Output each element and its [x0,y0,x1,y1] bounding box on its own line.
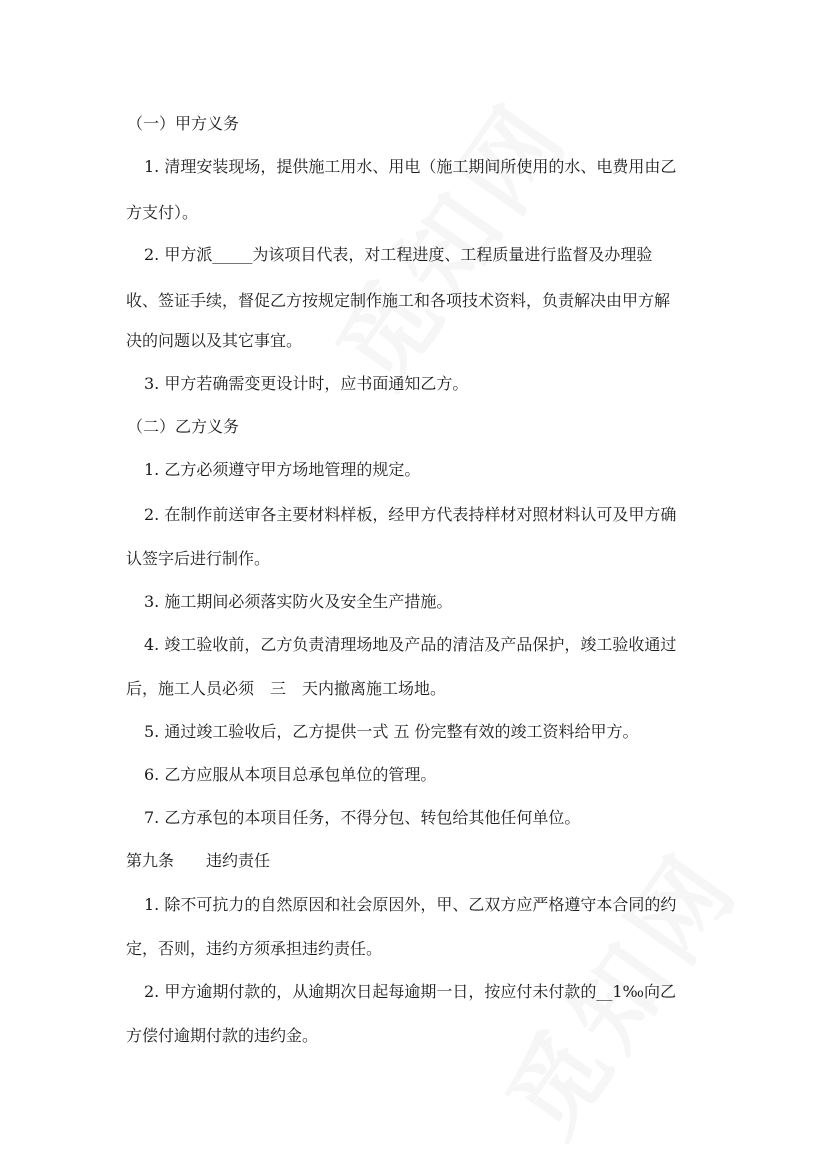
paragraph-line: 2. 甲方派_____为该项目代表，对工程进度、工程质量进行监督及办理验 [144,245,653,264]
paragraph-line: 3. 施工期间必须落实防火及安全生产措施。 [144,592,453,611]
paragraph-line: 1. 乙方必须遵守甲方场地管理的规定。 [144,460,421,479]
paragraph-line: 2. 在制作前送审各主要材料样板，经甲方代表持样材对照材料认可及甲方确 [144,505,677,524]
section-heading-party-a-obligations: （一）甲方义务 [127,114,240,133]
paragraph-line: 收、签证手续，督促乙方按规定制作施工和各项技术资料，负责解决由甲方解 [126,291,671,310]
article-heading-breach-liability: 第九条 违约责任 [126,851,271,870]
paragraph-line: 6. 乙方应服从本项目总承包单位的管理。 [144,765,437,784]
paragraph-line: 方支付）。 [126,203,199,222]
paragraph-line: 2. 甲方逾期付款的，从逾期次日起每逾期一日，按应付未付款的__1‰向乙 [144,982,677,1001]
paragraph-line: 定，否则，违约方须承担违约责任。 [126,939,383,958]
paragraph-line: 方偿付逾期付款的违约金。 [126,1026,319,1045]
paragraph-line: 后，施工人员必须 三 天内撤离施工场地。 [126,679,447,698]
section-heading-party-b-obligations: （二）乙方义务 [127,417,240,436]
paragraph-line: 决的问题以及其它事宜。 [126,331,303,350]
paragraph-line: 3. 甲方若确需变更设计时，应书面通知乙方。 [144,374,469,393]
paragraph-line: 5. 通过竣工验收后，乙方提供一式 五 份完整有效的竣工资料给甲方。 [144,722,639,741]
paragraph-line: 认签字后进行制作。 [126,549,271,568]
paragraph-line: 1. 清理安装现场，提供施工用水、用电（施工期间所使用的水、电费用由乙 [144,157,677,176]
paragraph-line: 1. 除不可抗力的自然原因和社会原因外，甲、乙双方应严格遵守本合同的约 [144,895,677,914]
paragraph-line: 4. 竣工验收前，乙方负责清理场地及产品的清洁及产品保护，竣工验收通过 [144,635,677,654]
paragraph-line: 7. 乙方承包的本项目任务，不得分包、转包给其他任何单位。 [144,808,581,827]
